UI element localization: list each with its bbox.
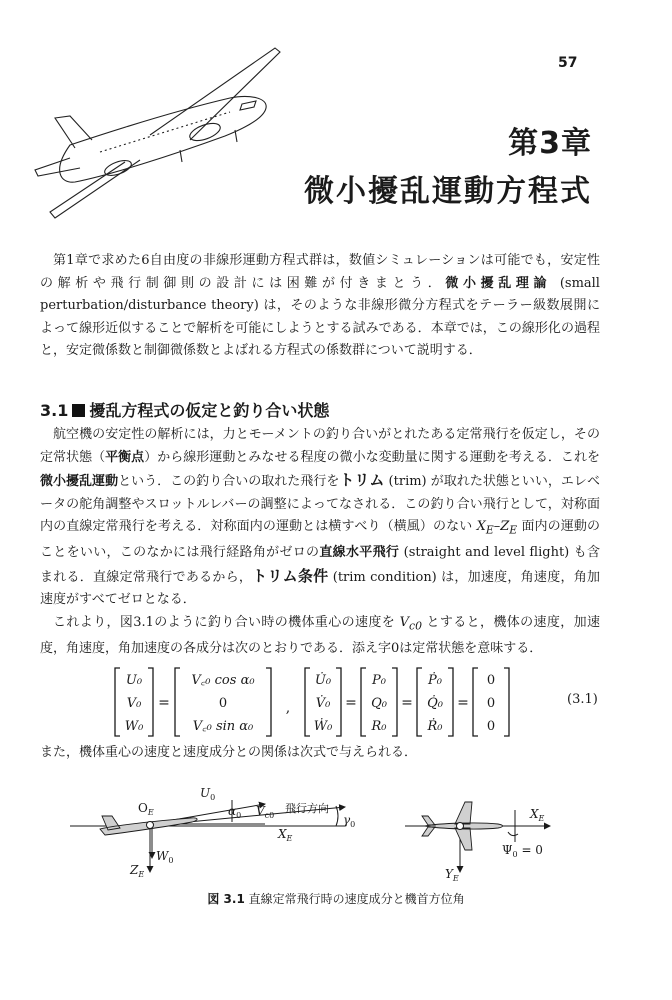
bracket bbox=[148, 668, 153, 736]
text-run: これより，図3.1のように釣り合い時の機体重心の速度を bbox=[53, 614, 400, 630]
text-run: 第1章で求めた6自由度の非線形運動方程式群は，数値シミュレーションは可能でも，安定性の解析や飛行制御則の設計には困難が付きまとう． bbox=[40, 253, 600, 291]
section-body bbox=[40, 424, 600, 660]
eq-cell: 0 bbox=[486, 719, 496, 734]
label-flight-direction: 飛行方向 bbox=[285, 802, 329, 815]
emphasis-text: Z bbox=[500, 519, 510, 534]
bracket bbox=[305, 668, 310, 736]
text-run: 航空機の安定性の解析には，力とモーメントの釣り合いがとれたある定常飛行を仮定し，その定常状態（ bbox=[40, 427, 600, 465]
bracket bbox=[473, 668, 478, 736]
eq-cell: Ṗ₀ bbox=[428, 673, 442, 688]
eq-cell: V̇₀ bbox=[315, 696, 331, 711]
horizontal-tail bbox=[35, 158, 80, 176]
after-equation-text: また，機体重心の速度と速度成分との関係は次式で与えられる． bbox=[40, 745, 418, 760]
label-xe-top: $X_E$ bbox=[530, 807, 545, 823]
label-ye: $Y_E$ bbox=[445, 867, 459, 883]
text-run: ）から線形運動とみなせる程度の微小な変動量に関する運動を考える．これを bbox=[144, 449, 600, 465]
eq-cell: Q̇₀ bbox=[427, 696, 443, 711]
section-paragraph-1 bbox=[40, 424, 600, 612]
eq-cell: U₀ bbox=[125, 673, 143, 688]
chapter-label: 第3章 bbox=[508, 126, 592, 161]
text-run: (straight and level flight) も含まれる．直線定常飛行であるから， bbox=[40, 545, 600, 585]
bracket bbox=[392, 668, 397, 736]
bracket bbox=[361, 668, 366, 736]
figure-caption bbox=[0, 890, 672, 907]
text-run: – bbox=[493, 519, 501, 534]
bracket bbox=[336, 668, 341, 736]
vertical-tail bbox=[55, 116, 92, 148]
emphasis-text: E bbox=[509, 523, 518, 537]
psi-arc bbox=[508, 832, 518, 836]
airplane-illustration bbox=[30, 40, 290, 230]
equation-3-1 bbox=[100, 662, 550, 742]
figure-3-1 bbox=[60, 782, 600, 887]
emphasis-text: 直線水平飛行 bbox=[319, 545, 400, 561]
bracket bbox=[504, 668, 509, 736]
emphasis-text: X bbox=[476, 519, 486, 534]
emphasis-text: 平衡点 bbox=[105, 449, 145, 465]
emphasis-text: 微小擾乱理論 bbox=[445, 275, 552, 291]
comma: , bbox=[285, 700, 291, 716]
text-run: とすると，機体の速度，加速度，角速度，角加速度の各成分は次のとおりである．添え字0は定常状態を意味する． bbox=[40, 614, 600, 656]
eq-cell: 0 bbox=[218, 696, 228, 711]
label-vc0: $V_{c0}$ bbox=[256, 804, 275, 820]
text-run: (small perturbation/disturbance theory) は，そのような非線形微分方程式をテーラー級数展開によって線形近似することで解析を可能にしようとする試みである．本章では，この線形化の過程と，安定微係数と制御微係数とよばれる方程式の係数群について説明する． bbox=[40, 275, 600, 358]
main-wing bbox=[150, 48, 280, 140]
eq-cell: Ṙ₀ bbox=[427, 719, 443, 734]
emphasis-text: E bbox=[485, 523, 494, 537]
emphasis-text: c0 bbox=[409, 619, 422, 633]
label-xe: $X_E$ bbox=[278, 827, 293, 843]
cg-marker bbox=[147, 822, 154, 829]
bracket bbox=[448, 668, 453, 736]
lower-wing bbox=[50, 160, 140, 218]
eq-cell: 0 bbox=[486, 696, 496, 711]
intro-paragraph bbox=[40, 250, 600, 363]
section-title: 擾乱方程式の仮定と釣り合い状態 bbox=[89, 401, 330, 420]
equation-number: (3.1) bbox=[567, 692, 598, 707]
label-gamma0: $\gamma_0$ bbox=[343, 813, 356, 829]
label-w0: $W_0$ bbox=[156, 849, 174, 865]
eq-cell: P₀ bbox=[372, 673, 386, 688]
emphasis-text: 微小擾乱運動 bbox=[40, 474, 119, 489]
emphasis-text: トリム条件 bbox=[252, 566, 329, 585]
page-number: 57 bbox=[558, 55, 578, 71]
fuselage-outline bbox=[60, 96, 266, 182]
eq-cell: W₀ bbox=[124, 719, 144, 734]
section-number: 3.1 bbox=[40, 401, 69, 420]
eq-cell: V꜀₀ cos α₀ bbox=[191, 673, 255, 688]
cg-marker-top bbox=[457, 823, 464, 830]
cabin-windows bbox=[100, 112, 230, 152]
engine-upper bbox=[188, 120, 223, 144]
square-bullet-icon bbox=[72, 404, 85, 417]
eq-cell: R₀ bbox=[371, 719, 387, 734]
eq-cell: U̇₀ bbox=[314, 673, 332, 688]
label-oe: $O_E$ bbox=[138, 801, 154, 817]
equals-sign: = bbox=[401, 695, 413, 711]
gamma0-arc bbox=[336, 806, 338, 826]
chapter-title: 微小擾乱運動方程式 bbox=[304, 174, 592, 209]
eq-cell: Ẇ₀ bbox=[313, 719, 333, 734]
label-alpha0: $\alpha_0$ bbox=[228, 804, 242, 820]
label-ze: $Z_E$ bbox=[130, 863, 145, 879]
section-paragraph-2 bbox=[40, 612, 600, 661]
cockpit-window bbox=[240, 101, 256, 110]
eq-cell: 0 bbox=[486, 673, 496, 688]
section-heading bbox=[40, 398, 329, 421]
text-run: という．この釣り合いの取れた飛行を bbox=[118, 474, 340, 489]
equals-sign: = bbox=[345, 695, 357, 711]
label-u0: $U_0$ bbox=[200, 786, 216, 802]
bracket bbox=[175, 668, 180, 736]
text-run: 面内の運動のことをいい，このなかには飛行経路角がゼロの bbox=[40, 519, 600, 561]
eq-cell: V꜀₀ sin α₀ bbox=[192, 719, 254, 734]
bracket bbox=[115, 668, 120, 736]
caption-text: 直線定常飛行時の速度成分と機首方位角 bbox=[248, 892, 465, 906]
emphasis-text: V bbox=[399, 614, 409, 630]
eq-cell: Q₀ bbox=[371, 696, 387, 711]
intro-section bbox=[40, 250, 600, 363]
bracket bbox=[417, 668, 422, 736]
caption-label: 図 3.1 bbox=[207, 892, 245, 906]
eq-cell: V₀ bbox=[126, 696, 142, 711]
equals-sign: = bbox=[158, 695, 170, 711]
text-run: (trim) が取れた状態といい，エレベータの舵角調整やスロットルレバーの調整によってなされる．この釣り合い飛行として，対称面内の直線定常飛行を考える．対称面内の運動とは横すべり（横風）のない bbox=[40, 474, 600, 534]
emphasis-text: トリム bbox=[339, 471, 385, 489]
label-psi0: $\Psi_0 = 0$ bbox=[502, 843, 543, 859]
bracket bbox=[266, 668, 271, 736]
equals-sign: = bbox=[457, 695, 469, 711]
text-run: (trim condition) は，加速度，角速度，角加速度がすべてゼロとなる． bbox=[40, 569, 600, 608]
